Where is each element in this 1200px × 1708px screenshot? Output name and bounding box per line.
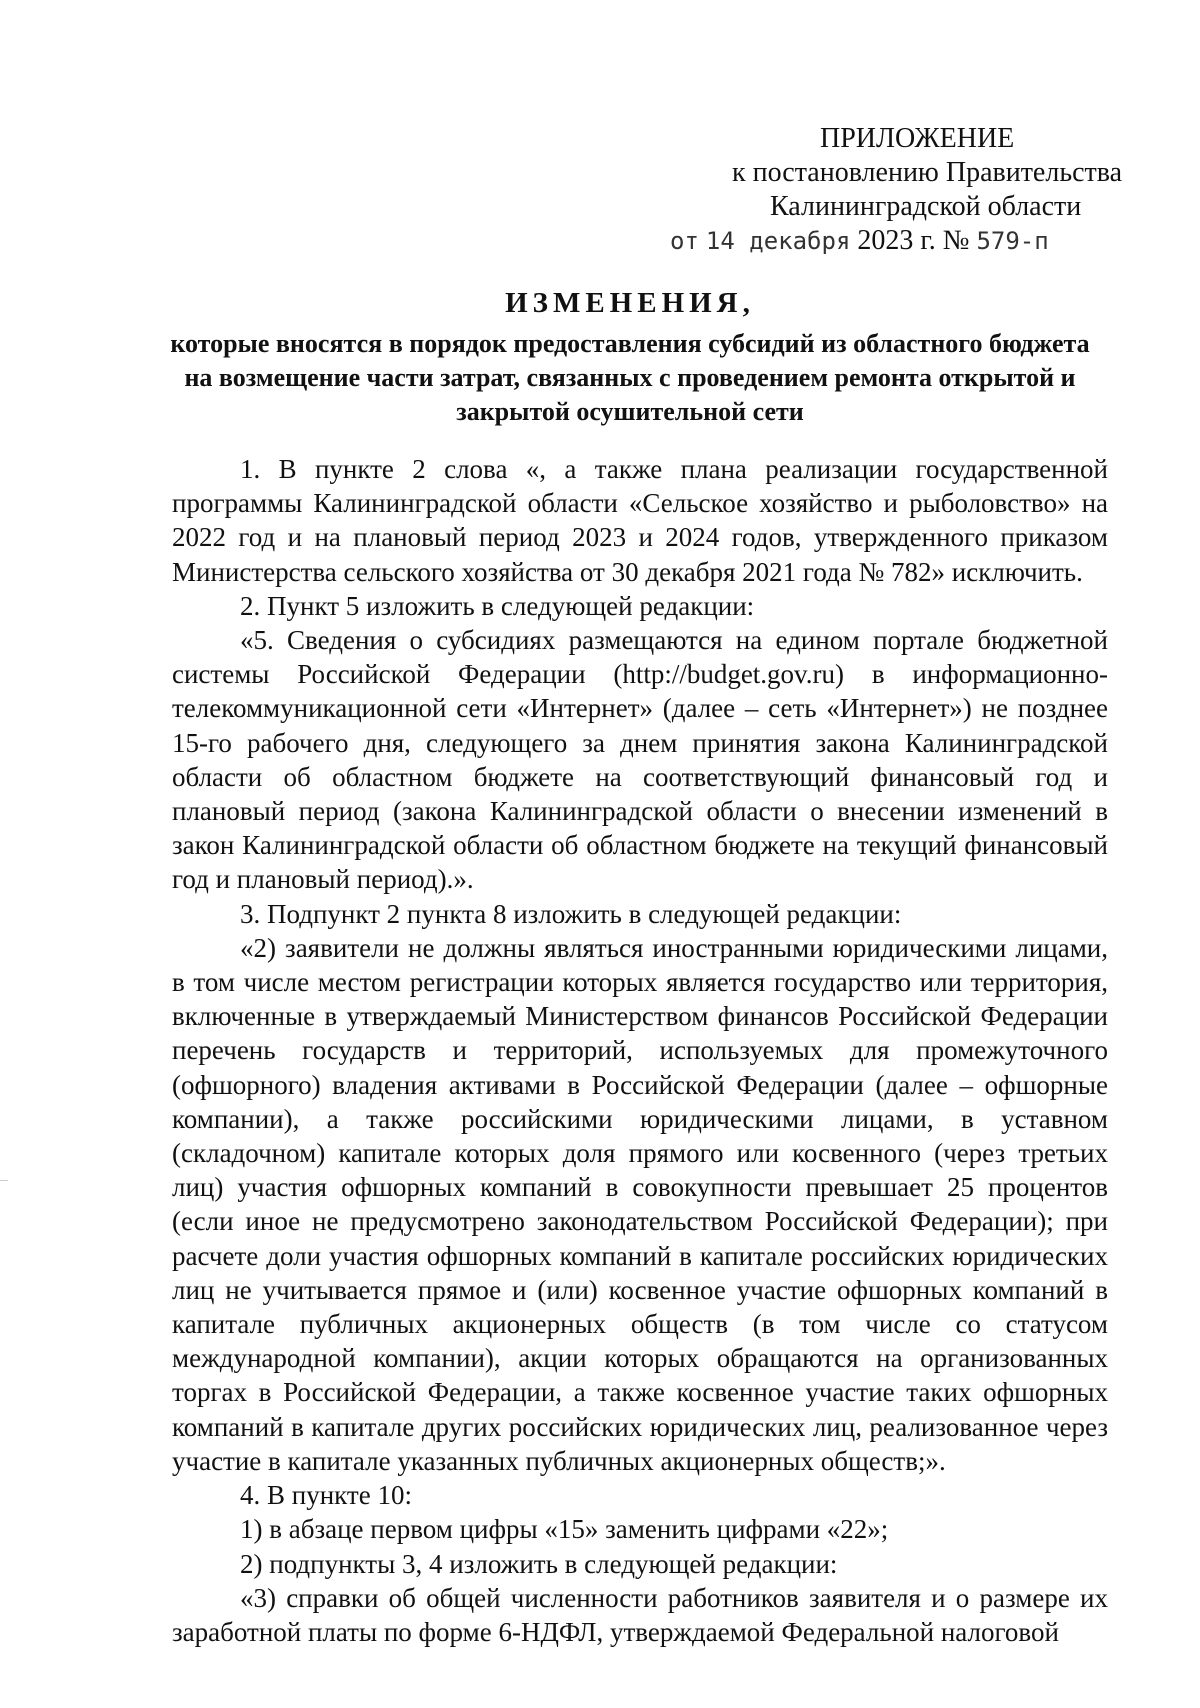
heading-title: ИЗМЕНЕНИЯ,: [505, 287, 755, 319]
paragraph-4: 3. Подпункт 2 пункта 8 изложить в следующей редакции:: [240, 898, 902, 929]
document-body: [172, 452, 1108, 1649]
appendix-date-line: [670, 224, 1140, 258]
paragraph-9: «3) справки об общей численности работников заявителя и о размере их заработной платы по форме 6-НДФЛ, утверждаемой Федеральной налоговой: [172, 1582, 1108, 1647]
paragraph-1: 1. В пункте 2 слова «, а также плана реализации государственной программы Калининградской области «Сельское хозяйство и рыболовство» на 2022 год и на плановый период 2023 и 2024 годов, утвержденного приказом Министерства сельского хозяйства от 30 декабря 2021 года № 782» исключить.: [172, 454, 1108, 587]
date-day: 14 декабря: [705, 227, 851, 255]
appendix-line-2: Калининградской области: [770, 191, 1082, 222]
document-heading: [170, 283, 1090, 429]
paragraph-7: 1) в абзаце первом цифры «15» заменить цифрами «22»;: [240, 1514, 889, 1545]
date-prefix: от: [670, 227, 699, 255]
appendix-title: ПРИЛОЖЕНИЕ: [820, 123, 1015, 154]
paragraph-2: 2. Пункт 5 изложить в следующей редакции:: [240, 590, 755, 621]
doc-number: 579-п: [976, 227, 1049, 255]
date-year: 2023 г. №: [857, 225, 970, 256]
paragraph-6: 4. В пункте 10:: [240, 1480, 412, 1511]
paragraph-3: «5. Сведения о субсидиях размещаются на едином портале бюджетной системы Российской Федерации (http://budget.gov.ru) в информационно-телекоммуникационной сети «Интернет» (далее – сеть «Интернет») не позднее 15-го рабочего дня, следующего за днем принятия закона Калининградской области об областном бюджете на соответствующий финансовый год и плановый период (закона Калининградской области о внесении изменений в закон Калининградской области об областном бюджете на текущий финансовый год и плановый период).».: [172, 625, 1108, 895]
scan-mark: [0, 1180, 8, 1181]
heading-subtitle: которые вносятся в порядок предоставления субсидий из областного бюджета на возмещение части затрат, связанных с проведением ремонта открытой и закрытой осушительной сети: [170, 329, 1090, 426]
paragraph-8: 2) подпункты 3, 4 изложить в следующей редакции:: [240, 1548, 838, 1579]
paragraph-5: «2) заявители не должны являться иностранными юридическими лицами, в том числе местом регистрации которых является государство или территория, включенные в утверждаемый Министерством финансов Российской Федерации перечень государств и территорий, используемых для промежуточного (офшорного) владения активами в Российской Федерации (далее – офшорные компании), а также российскими юридическими лицами, в уставном (складочном) капитале которых доля прямого или косвенного (через третьих лиц) участия офшорных компаний в совокупности превышает 25 процентов (если иное не предусмотрено законодательством Российской Федерации); при расчете доли участия офшорных компаний в капитале российских юридических лиц не учитывается прямое и (или) косвенное участие офшорных компаний в капитале публичных акционерных обществ (в том числе со статусом международной компании), акции которых обращаются на организованных торгах в Российской Федерации, а также косвенное участие таких офшорных компаний в капитале других российских юридических лиц, реализованное через участие в капитале указанных публичных акционерных обществ;».: [172, 932, 1108, 1476]
appendix-header: [670, 122, 1140, 258]
appendix-line-1: к постановлению Правительства: [732, 157, 1123, 188]
